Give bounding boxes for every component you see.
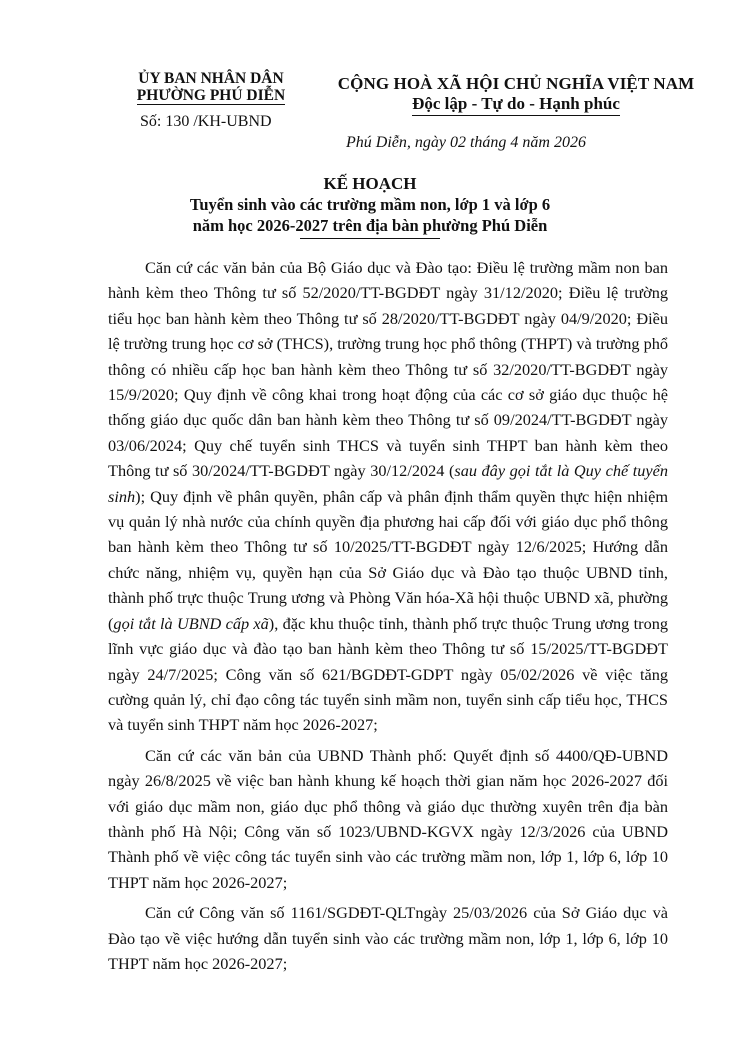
document-type: KẾ HOẠCH: [323, 174, 417, 193]
document-subject-line-2: năm học 2026-2027 trên địa bàn phường Phú Diễn: [192, 216, 548, 235]
paragraph-italic-text: gọi tắt là UBND cấp xã: [113, 613, 269, 633]
national-title: CỘNG HOÀ XÃ HỘI CHỦ NGHĨA VIỆT NAM: [337, 74, 695, 93]
agency-name: ỦY BAN NHÂN DÂN: [138, 70, 284, 87]
document-title-block: [100, 174, 640, 239]
paragraph-text: ); Quy định về phân quyền, phân cấp và phân định thẩm quyền thực hiện nhiệm vụ quản lý nhà nước của chính quyền địa phương hai cấp đối với giáo dục phổ thông ban hành kèm theo Thông tư số 10/2025/TT-BGDĐT ngày 12/6/2025; Hướng dẫn chức năng, nhiệm vụ, quyền hạn của Sở Giáo dục và Đào tạo thuộc UBND tỉnh, thành phố trực thuộc Trung ương và Phòng Văn hóa-Xã hội thuộc UBND xã, phường (: [108, 486, 668, 633]
paragraph-text: ), đặc khu thuộc tỉnh, thành phố trực thuộc Trung ương trong lĩnh vực giáo dục và đào tạo ban hành kèm theo Thông tư số 15/2025/TT-BGDĐT ngày 24/7/2025; Công văn số 621/BGDĐT-GDPT ngày 05/02/2026 về việc tăng cường quản lý, chỉ đạo công tác tuyển sinh mầm non, tuyển sinh cấp tiểu học, THCS và tuyển sinh THPT năm học 2026-2027;: [108, 613, 668, 735]
paragraph-city-basis: Căn cứ các văn bản của UBND Thành phố: Quyết định số 4400/QĐ-UBND ngày 26/8/2025 về việc ban hành khung kế hoạch thời gian năm học 2026-2027 đối với giáo dục mầm non, giáo dục phổ thông và giáo dục thường xuyên trên địa bàn thành phố Hà Nội; Công văn số 1023/UBND-KGVX ngày 12/3/2026 của UBND Thành phố về việc công tác tuyển sinh vào các trường mầm non, lớp 1, lớp 6, lớp 10 THPT năm học 2026-2027;: [108, 745, 668, 892]
paragraph-department-basis: Căn cứ Công văn số 1161/SGDĐT-QLTngày 25/03/2026 của Sở Giáo dục và Đào tạo về việc hướng dẫn tuyển sinh vào các trường mầm non, lớp 1, lớp 6, lớp 10 THPT năm học 2026-2027;: [108, 903, 668, 973]
paragraph-ministry-basis: [108, 255, 668, 738]
document-number: Số: 130 /KH-UBND: [140, 113, 272, 130]
place-and-date: Phú Diễn, ngày 02 tháng 4 năm 2026: [346, 134, 586, 151]
paragraph-text: Căn cứ các văn bản của Bộ Giáo dục và Đào tạo: Điều lệ trường mầm non ban hành kèm theo Thông tư số 52/2020/TT-BGDĐT ngày 31/12/2020; Điều lệ trường tiểu học ban hành kèm theo Thông tư số 28/2020/TT-BGDĐT ngày 04/9/2020; Điều lệ trường trung học cơ sở (THCS), trường trung học phổ thông (THPT) và trường phổ thông có nhiều cấp học ban hành kèm theo Thông tư số 32/2020/TT-BGDĐT ngày 15/9/2020; Quy định về công khai trong hoạt động của các cơ sở giáo dục thuộc hệ thống giáo dục quốc dân ban hành kèm theo Thông tư số 09/2024/TT-BGDĐT ngày 03/06/2024; Quy chế tuyển sinh THCS và tuyển sinh THPT ban hành kèm theo Thông tư số 30/2024/TT-BGDĐT ngày 30/12/2024 (: [108, 258, 668, 481]
issuing-agency-block: [116, 70, 306, 131]
title-underline: [300, 238, 440, 239]
national-header-block: [316, 74, 716, 152]
document-subject-line-1: Tuyển sinh vào các trường mầm non, lớp 1 và lớp 6: [189, 195, 551, 214]
paragraph-italic-text: sau đây gọi tắt là Quy chế tuyển sinh: [108, 461, 668, 506]
agency-ward-name: PHƯỜNG PHÚ DIỄN: [136, 87, 286, 104]
national-motto: Độc lập - Tự do - Hạnh phúc: [412, 94, 620, 116]
document-body: [108, 255, 668, 981]
